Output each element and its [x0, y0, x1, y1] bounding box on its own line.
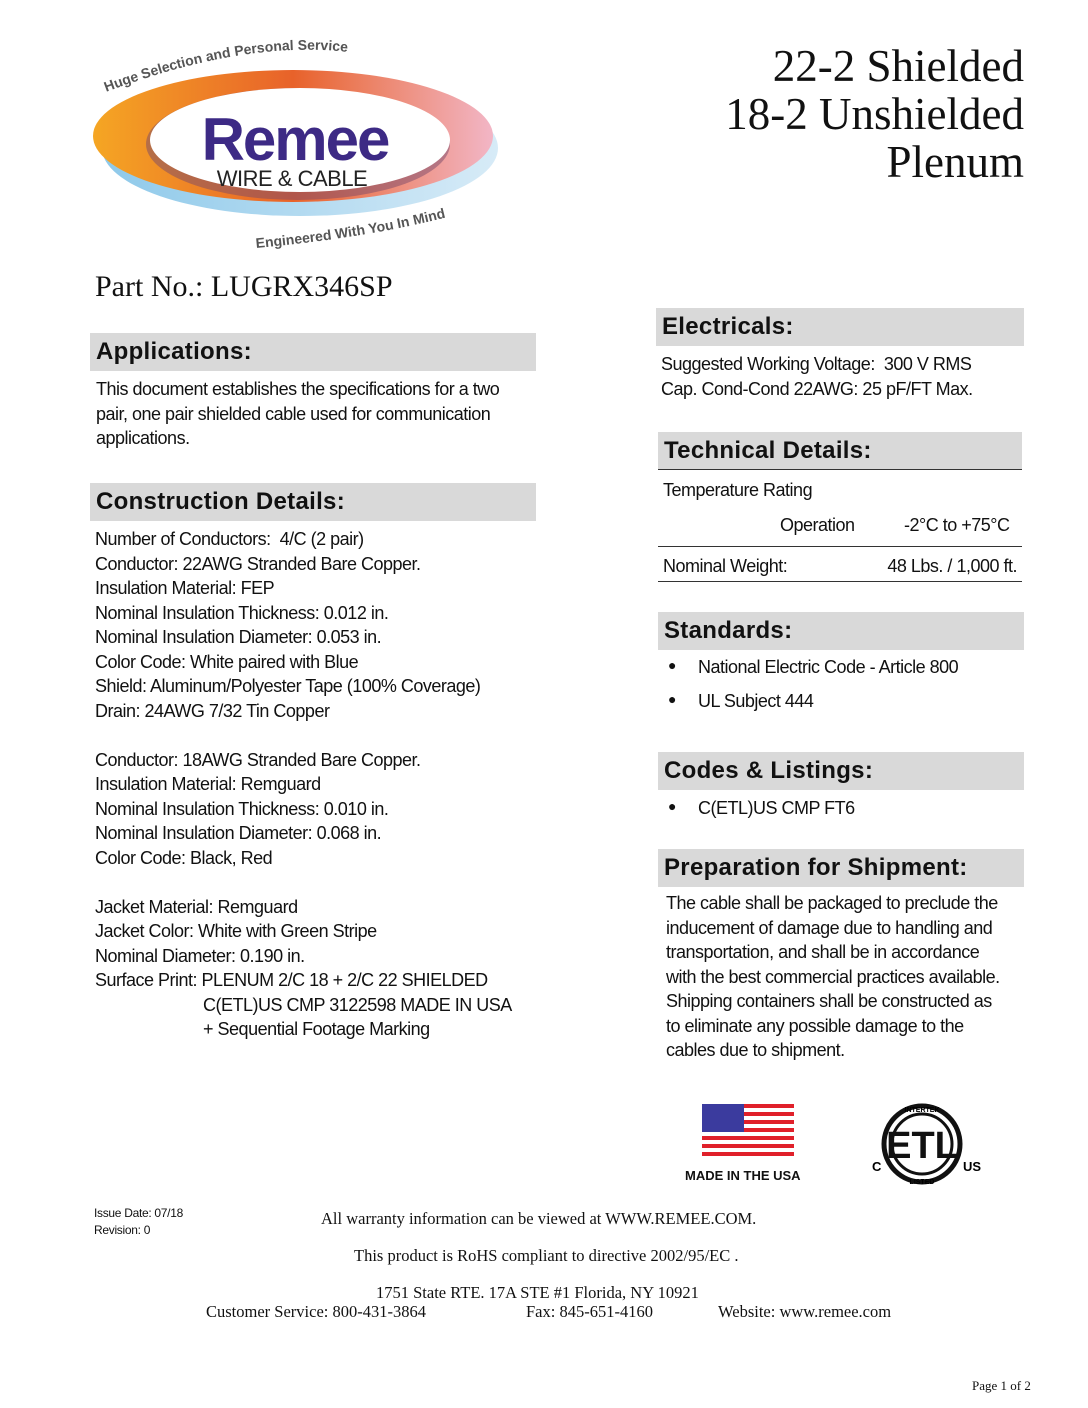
customer-service: Customer Service: 800-431-3864 — [206, 1302, 426, 1321]
svg-text:US: US — [963, 1159, 982, 1174]
text-line: Nominal Insulation Thickness: 0.012 in. — [95, 602, 389, 623]
text-line: Conductor: 18AWG Stranded Bare Copper. — [95, 749, 421, 770]
text-line: to eliminate any possible damage to the — [666, 1015, 964, 1036]
text-line: Surface Print: PLENUM 2/C 18 + 2/C 22 SHIELDED — [95, 970, 488, 990]
weight-label: Nominal Weight: — [663, 556, 788, 576]
construction-heading: Construction Details: — [90, 483, 536, 521]
svg-text:Huge Selection and Personal Se: Huge Selection and Personal Service — [101, 36, 349, 95]
product-title — [725, 42, 1024, 186]
etl-listed-logo — [868, 1100, 988, 1190]
svg-text:INTERTEK: INTERTEK — [904, 1107, 940, 1114]
text-line: applications. — [96, 428, 190, 448]
svg-text:Remee: Remee — [201, 106, 389, 173]
text-line: C(ETL)US CMP 3122598 MADE IN USA — [95, 994, 512, 1015]
text-line: Jacket Material: Remguard — [95, 896, 298, 917]
weight-value: 48 Lbs. / 1,000 ft. — [887, 556, 1017, 576]
standards-heading: Standards: — [658, 612, 1024, 650]
text-line: Shield: Aluminum/Polyester Tape (100% Coverage) — [95, 676, 481, 696]
technical-heading: Technical Details: — [658, 432, 1022, 470]
text-line: Nominal Diameter: 0.190 in. — [95, 945, 305, 966]
codes-heading: Codes & Listings: — [658, 752, 1024, 790]
standards-item-text: UL Subject 444 — [698, 691, 814, 711]
electricals-text — [661, 352, 973, 401]
codes-item-text: C(ETL)US CMP FT6 — [698, 798, 855, 818]
text-line: Number of Conductors: 4/C (2 pair) — [95, 529, 364, 549]
fax: Fax: 845-651-4160 — [526, 1302, 653, 1321]
shipment-heading: Preparation for Shipment: — [658, 849, 1024, 887]
text-line: Jacket Color: White with Green Stripe — [95, 921, 377, 941]
title-line: Plenum — [886, 137, 1024, 187]
text-line: Nominal Insulation Thickness: 0.010 in. — [95, 798, 389, 819]
construction-text — [95, 527, 512, 1042]
title-line: 22-2 Shielded — [772, 41, 1024, 91]
applications-text — [96, 377, 499, 451]
page-number: Page 1 of 2 — [972, 1378, 1031, 1393]
svg-text:WIRE & CABLE: WIRE & CABLE — [216, 166, 368, 191]
text-line: + Sequential Footage Marking — [95, 1019, 430, 1039]
operation-value: -2°C to +75°C — [904, 515, 1010, 535]
temperature-label: Temperature Rating — [663, 480, 813, 500]
text-line: transportation, and shall be in accordance — [666, 942, 980, 962]
address: 1751 State RTE. 17A STE #1 Florida, NY 10921 — [376, 1283, 699, 1302]
svg-text:ETL: ETL — [886, 1125, 958, 1167]
remee-logo — [88, 36, 508, 258]
usa-flag-icon — [702, 1104, 794, 1156]
text-line — [95, 870, 512, 895]
text-line: Color Code: Black, Red — [95, 847, 273, 868]
issue-date: Issue Date: 07/18 — [94, 1206, 183, 1220]
svg-text:LISTED: LISTED — [909, 1179, 935, 1186]
text-line: Insulation Material: Remguard — [95, 774, 321, 794]
title-line: 18-2 Unshielded — [725, 89, 1024, 139]
electricals-heading: Electricals: — [656, 308, 1024, 346]
text-line: with the best commercial practices available. — [666, 966, 1000, 987]
website-link[interactable]: Website: www.remee.com — [718, 1302, 892, 1321]
text-line: This document establishes the specifications for a two — [96, 379, 500, 399]
svg-text:C: C — [872, 1159, 882, 1174]
text-line: Nominal Insulation Diameter: 0.068 in. — [95, 823, 382, 843]
text-line: cables due to shipment. — [666, 1040, 845, 1060]
shipment-text — [666, 891, 1000, 1063]
text-line: Cap. Cond-Cond 22AWG: 25 pF/FT Max. — [661, 378, 973, 399]
text-line: Suggested Working Voltage: 300 V RMS — [661, 354, 972, 374]
svg-text:Engineered With You In Mind: Engineered With You In Mind — [254, 204, 447, 251]
text-line — [95, 723, 512, 748]
text-line: Shipping containers shall be constructed as — [666, 991, 992, 1011]
text-line: Drain: 24AWG 7/32 Tin Copper — [95, 700, 330, 721]
rohs-text: This product is RoHS compliant to directive 2002/95/EC . — [354, 1246, 739, 1265]
revision: Revision: 0 — [94, 1223, 151, 1237]
standards-item-text: National Electric Code - Article 800 — [698, 657, 959, 677]
made-in-usa-label: MADE IN THE USA — [685, 1168, 801, 1183]
operation-label: Operation — [780, 515, 855, 535]
warranty-text: All warranty information can be viewed at WWW.REMEE.COM. — [321, 1209, 757, 1228]
divider — [658, 581, 1022, 582]
divider — [658, 546, 1022, 547]
text-line: Conductor: 22AWG Stranded Bare Copper. — [95, 553, 421, 574]
text-line: inducement of damage due to handling and — [666, 917, 993, 938]
text-line: pair, one pair shielded cable used for communication — [96, 403, 491, 424]
applications-heading: Applications: — [90, 333, 536, 371]
text-line: Nominal Insulation Diameter: 0.053 in. — [95, 627, 382, 647]
text-line: Insulation Material: FEP — [95, 578, 275, 598]
text-line: The cable shall be packaged to preclude the — [666, 893, 998, 913]
part-number: Part No.: LUGRX346SP — [95, 270, 393, 303]
text-line: Color Code: White paired with Blue — [95, 651, 359, 672]
